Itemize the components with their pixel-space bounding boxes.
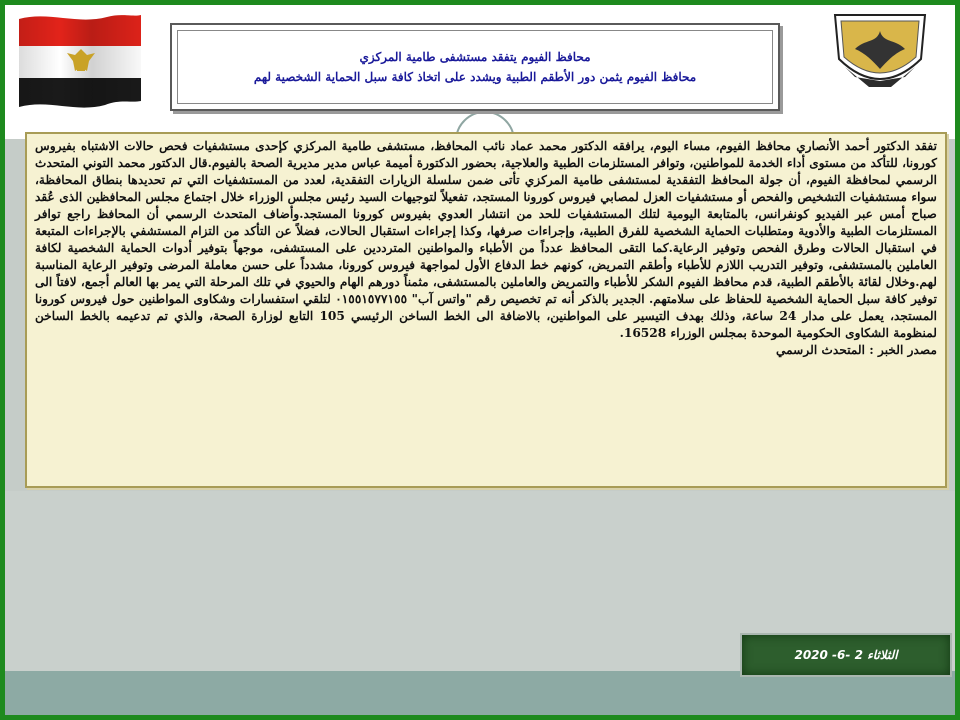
article-box (25, 132, 947, 488)
title-line-1: محافظ الفيوم يتفقد مستشفى طامية المركزي (359, 50, 591, 64)
article-source: مصدر الخبر : المتحدث الرسمي (775, 343, 937, 357)
article-paragraph: تفقد الدكتور أحمد الأنصاري محافظ الفيوم، مساء اليوم، يرافقه الدكتور محمد عماد نائب المحافظ، مستشفى طامية المركزي كإحدى مستشفيات فحص حالات الاشتباه بفيروس كورونا، للتأكد من مستوى أداء الخدمة للمواطنين، وتوافر المستلزمات الطبية والعلاجية، بحضور الدكتورة أميمة عباس مدير مديرية الصحة بالفيوم.قال الدكتور محمد التوني المتحدث الرسمي لمحافظة الفيوم، أن جولة المحافظ التفقدية لمستشفى طامية المركزي تأتى ضمن سلسلة الزيارات التفقدية، لعدد من المستشفيات التي تم تحديدها بنطاق المحافظة، سواء مستشفيات التشخيص والفحص أو مستشفيات العزل لمصابي فيروس كورونا المستجد، تفعيلاً لتوجيهات السيد رئيس مجلس الوزراء خلال اجتماع مجلس المحافظين الذى عُقد صباح أمس عبر الفيديو كونفرانس، بالمتابعة اليومية لتلك المستشفيات للحد من انتشار العدوي بفيروس كورونا المستجد.وأضاف المتحدث الرسمي أن المحافظ راجع توافر المستلزمات الطبية والأدوية ومتطلبات الحماية الشخصية للفرق الطبية، وإجراءات صرفها، وكذا إجراءات استقبال الحالات، فضلاً عن التأكد من التزام المستشفي بالإجراءات المتبعة في استقبال الحالات وطرق الفحص وتوفير الرعاية.كما التقى المحافظ عدداً من الأطباء والمواطنين المترددين على المستشفى، موجهاً بتوفير أدوات الحماية الشخصية لكافة العاملين بالمستشفى، وتوفير التدريب اللازم للأطباء وأطقم التمريض، كونهم خط الدفاع الأول لمواجهة فيروس كورونا، مشدداً على حسن معاملة المرضى وتوفير الرعاية المناسبة لهم.وخلال لقائة بالأطقم الطبية، قدم محافظ الفيوم الشكر للأطباء والتمريض والعاملين بالمستشفى، مثمناً دورهم الهام والحيوي في تلك المرحلة التي يمر بها العالم أجمع، لافتاً الى توفير كافة سبل الحماية الشخصية للحفاظ على سلامتهم. الجدير بالذكر أنه تم تخصيص رقم "واتس آب" ٠١٥٥١٥٧٧١٥٥ لتلقي استفسارات وشكاوى المواطنين حول فيروس كورونا المستجد، يعمل على مدار 24 ساعة، وذلك بهدف التيسير على المواطنين، بالاضافة الى الخط الساخن الرئيسي 105 التابع لوزارة الصحة، والذي تم تدعيمه بالخط الساخن لمنظومة الشكاوى الحكومية الموحدة بمجلس الوزراء 16528. (35, 139, 937, 340)
bottom-band (5, 671, 955, 715)
slide-area (5, 5, 955, 715)
date-label: الثلاثاء 2 -6- 2020 (794, 648, 898, 662)
title-box (170, 23, 780, 111)
governorate-logo-icon (825, 9, 935, 95)
date-box (740, 633, 952, 677)
article-body (27, 134, 945, 342)
egypt-flag-icon (15, 11, 143, 113)
title-line-2: محافظ الفيوم يثمن دور الأطقم الطبية ويشدد على اتخاذ كافة سبل الحماية الشخصية لهم (253, 70, 697, 84)
